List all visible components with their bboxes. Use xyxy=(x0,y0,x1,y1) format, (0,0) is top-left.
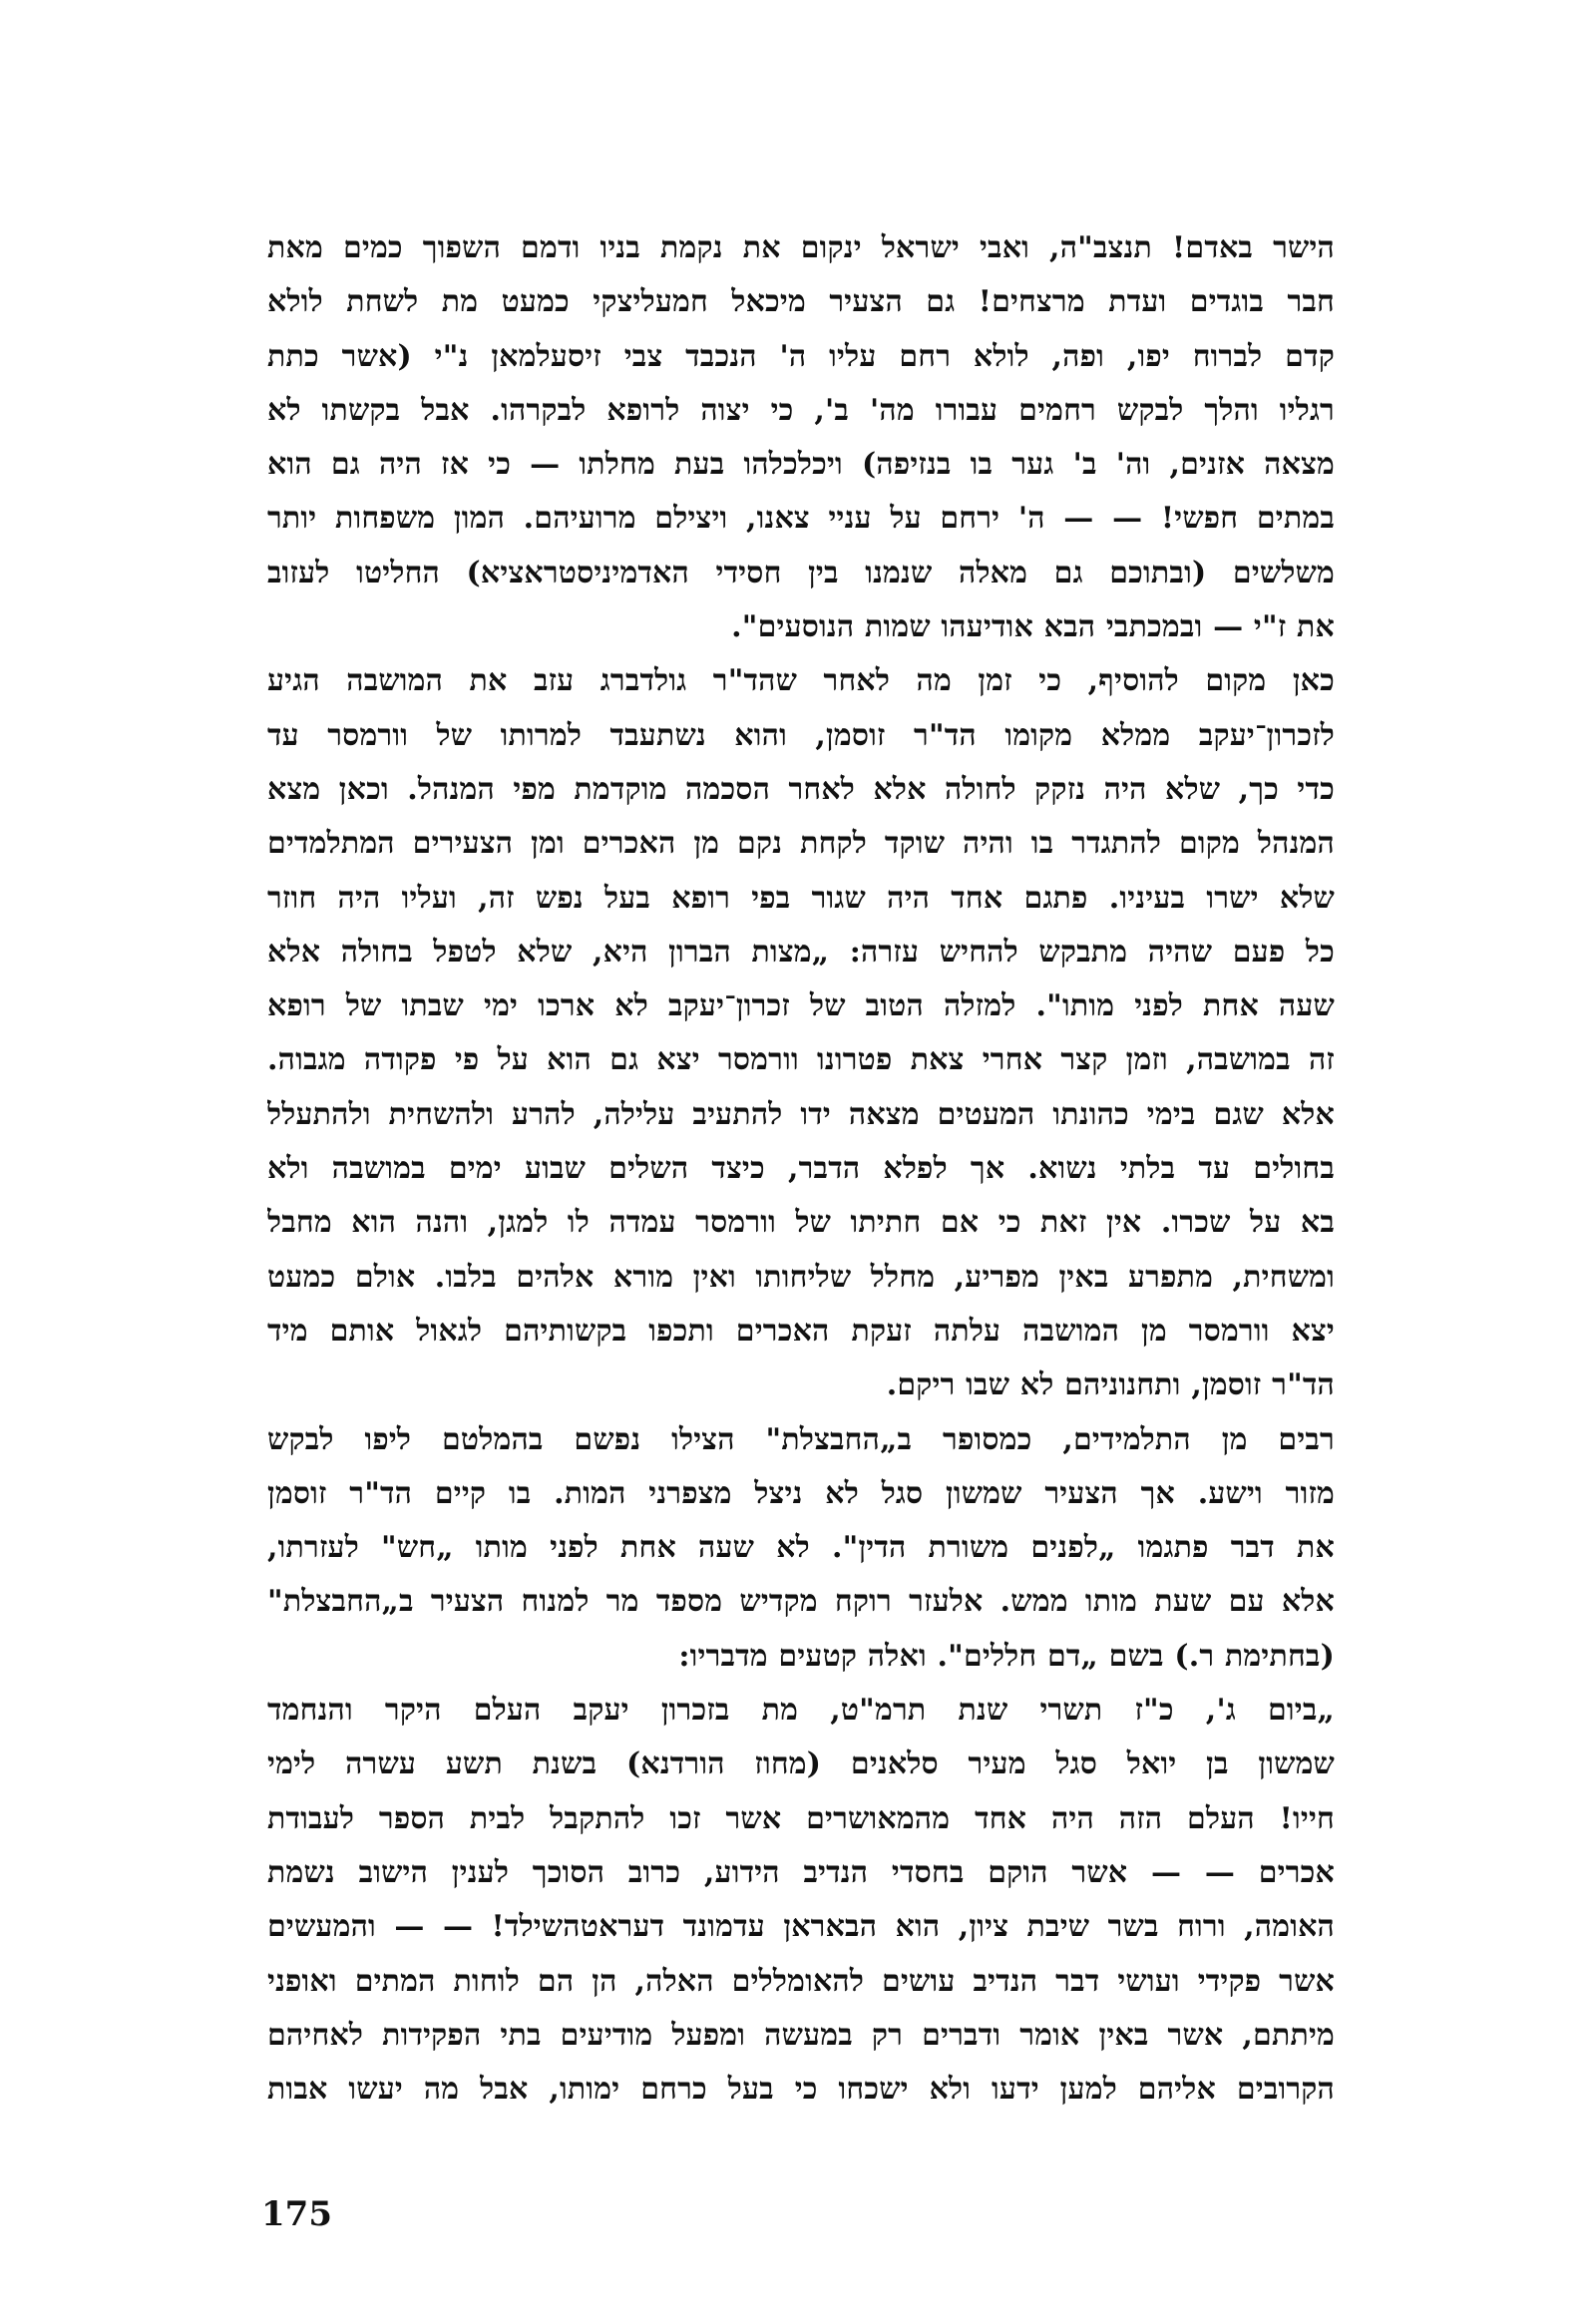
paragraph xyxy=(267,1413,1335,1684)
text-line: מצאה אזנים, וה' ב' גער בו בנזיפה) ויכלכלהו בעת מחלתו — כי אז היה גם הוא xyxy=(267,447,1335,483)
text-line: רגליו והלך לבקש רחמים עבורו מה' ב', כי יצוה לרופא לבקרהו. אבל בקשתו לא xyxy=(267,392,1335,428)
text-line: „ביום ג', כ"ז תשרי שנת תרמ"ט, מת בזכרון יעקב העלם היקר והנחמד xyxy=(267,1693,1335,1729)
text-line: במתים חפשי! — — ה' ירחם על עניי צאנו, ויצילם מרועיהם. המון משפחות יותר xyxy=(267,501,1335,537)
text-line: יצא וורמסר מן המושבה עלתה זעקת האכרים ותכפו בקשותיהם לגאול אותם מיד xyxy=(267,1313,1335,1349)
text-line: את ז"י — ובמכתבי הבא אודיעהו שמות הנוסעים". xyxy=(731,609,1335,645)
text-line: בא על שכרו. אין זאת כי אם חתיתו של וורמסר עמדה לו למגן, והנה הוא מחבל xyxy=(267,1205,1335,1241)
text-line: האומה, ורוח בשר שיבת ציון, הוא הבאראן עדמונד דעראטהשילד! — — והמעשים xyxy=(267,1909,1335,1945)
text-line: אשר פקידי ועושי דבר הנדיב עושים להאומללים האלה, הן הם לוחות המתים ואופני xyxy=(267,1963,1335,1999)
text-line: מזור וישע. אך הצעיר שמשון סגל לא ניצל מצפרני המות. בו קיים הד"ר זוסמן xyxy=(267,1475,1335,1511)
text-line: שלא ישרו בעיניו. פתגם אחד היה שגור בפי רופא בעל נפש זה, ועליו היה חוזר xyxy=(267,880,1335,916)
text-line: בחולים עד בלתי נשוא. אך לפלא הדבר, כיצד השלים שבוע ימים במושבה ולא xyxy=(267,1151,1335,1187)
body-text xyxy=(267,221,1335,2117)
text-line: זה במושבה, וזמן קצר אחרי צאת פטרונו וורמסר יצא גם הוא על פי פקודה מגבוה. xyxy=(267,1042,1335,1078)
text-line: (בחתימת ר.) בשם „דם חללים". ואלה קטעים מדבריו: xyxy=(678,1638,1335,1674)
text-line: משלשים (ובתוכם גם מאלה שנמנו בין חסידי האדמיניסטראציא) החליטו לעזוב xyxy=(267,555,1335,590)
text-line: שעה אחת לפני מותו". למזלה הטוב של זכרון־יעקב לא ארכו ימי שבתו של רופא xyxy=(267,988,1335,1024)
text-line: כדי כך, שלא היה נזקק לחולה אלא לאחר הסכמה מוקדמת מפי המנהל. וכאן מצא xyxy=(267,771,1335,807)
paragraph xyxy=(267,221,1335,654)
text-line: לזכרון־יעקב ממלא מקומו הד"ר זוסמן, והוא נשתעבד למרותו של וורמסר עד xyxy=(267,717,1335,753)
paragraph xyxy=(267,654,1335,1412)
text-line: שמשון בן יואל סגל מעיר סלאנים (מחוז הורדנא) בשנת תשע עשרה לימי xyxy=(267,1746,1335,1782)
text-line: קדם לברוח יפו, ופה, לולא רחם עליו ה' הנכבד צבי זיסעלמאן נ"י (אשר כתת xyxy=(267,338,1335,374)
text-line: הד"ר זוסמן, ותחנוניהם לא שבו ריקם. xyxy=(886,1367,1335,1403)
text-line: אלא עם שעת מותו ממש. אלעזר רוקח מקדיש מספד מר למנוח הצעיר ב„החבצלת" xyxy=(267,1584,1335,1620)
text-line: את דבר פתגמו „לפנים משורת הדין". לא שעה אחת לפני מותו „חש" לעזרתו, xyxy=(267,1530,1335,1566)
text-line: הישר באדם! תנצב"ה, ואבי ישראל ינקום את נקמת בניו ודמם השפוך כמים מאת xyxy=(267,230,1335,265)
text-line: חבר בוגדים ועדת מרצחים! גם הצעיר מיכאל חמעליצקי כמעט מת לשחת לולא xyxy=(267,284,1335,320)
paragraph xyxy=(267,1684,1335,2117)
text-line: חייו! העלם הזה היה אחד מהמאושרים אשר זכו להתקבל לבית הספר לעבודת xyxy=(267,1800,1335,1836)
text-line: המנהל מקום להתגדר בו והיה שוקד לקחת נקם מן האכרים ומן הצעירים המתלמדים xyxy=(267,826,1335,862)
text-line: כאן מקום להוסיף, כי זמן מה לאחר שהד"ר גולדברג עזב את המושבה הגיע xyxy=(267,663,1335,699)
text-line: מיתתם, אשר באין אומר ודברים רק במעשה ומפעל מודיעים בתי הפקידות לאחיהם xyxy=(267,2017,1335,2053)
text-line: רבים מן התלמידים, כמסופר ב„החבצלת" הצילו נפשם בהמלטם ליפו לבקש xyxy=(267,1421,1335,1457)
text-line: ומשחית, מתפרע באין מפריע, מחלל שליחותו ואין מורא אלהים בלבו. אולם כמעט xyxy=(267,1259,1335,1295)
text-line: הקרובים אליהם למען ידעו ולא ישכחו כי בעל כרחם ימותו, אבל מה יעשו אבות xyxy=(267,2072,1335,2108)
text-line: אלא שגם בימי כהונתו המעטים מצאה ידו להתעיב עלילה, להרע ולהשחית ולהתעלל xyxy=(267,1096,1335,1132)
text-line: כל פעם שהיה מתבקש להחיש עזרה: „מצות הברון היא, שלא לטפל בחולה אלא xyxy=(267,934,1335,969)
page-number: 175 xyxy=(261,2194,332,2234)
text-line: אכרים — — אשר הוקם בחסדי הנדיב הידוע, כרוב הסוכך לענין הישוב נשמת xyxy=(267,1854,1335,1890)
